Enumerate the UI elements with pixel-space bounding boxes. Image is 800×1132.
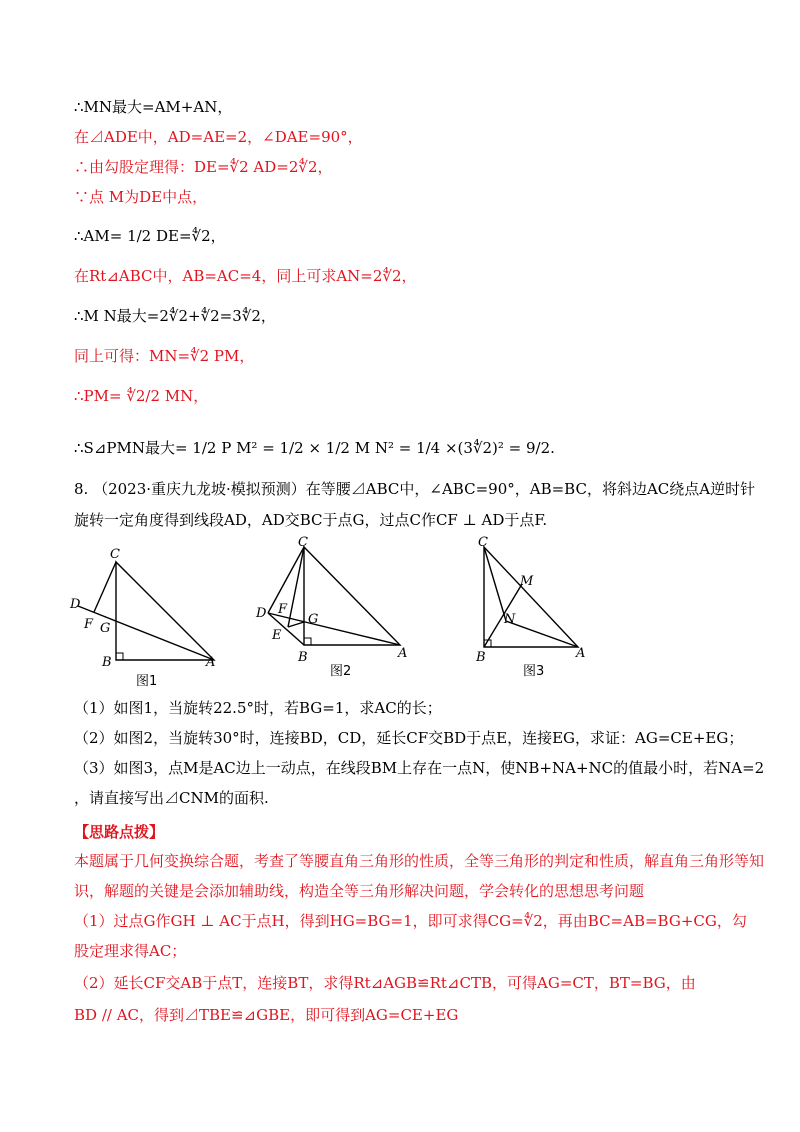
analysis-line-2: 识，解题的关键是会添加辅助线，构造全等三角形解决问题，学会转化的思想思考问题: [74, 882, 645, 900]
fig2-label-e: E: [272, 628, 282, 643]
fig2-label-a: A: [398, 646, 408, 661]
solution-line-5: ∴AM= 1/2 DE=∜2，: [74, 227, 226, 245]
analysis-header: 【思路点拨】: [74, 823, 165, 841]
solution-line-3: ∴由勾股定理得：DE=∜2 AD=2∜2，: [74, 158, 333, 176]
fig3-label-a: A: [576, 646, 586, 661]
fig1-label-f: F: [84, 617, 94, 632]
figure-1-caption: 图1: [136, 674, 158, 689]
fig2-label-b: B: [298, 650, 308, 665]
analysis-line-5: （2）延长CF交AB于点T，连接BT，求得Rt⊿AGB≌Rt⊿CTB，可得AG=CT，BT=BG，由: [74, 974, 696, 992]
question-1: （1）如图1，当旋转22.5°时，若BG=1，求AC的长；: [74, 699, 442, 717]
problem-line-1: 8. （2023·重庆九龙坡·模拟预测）在等腰⊿ABC中，∠ABC=90°，AB=BC，将斜边AC绕点A逆时针: [74, 480, 756, 498]
fig3-label-c: C: [478, 535, 488, 550]
fig1-label-g: G: [100, 621, 111, 636]
fig1-label-a: A: [206, 655, 216, 670]
fig3-label-n: N: [504, 612, 516, 627]
figure-2: [252, 535, 412, 670]
fig2-label-c: C: [298, 535, 308, 550]
solution-line-9: ∴PM= ∜2/2 MN，: [74, 387, 209, 405]
figure-2-caption: 图2: [330, 664, 352, 679]
question-2: （2）如图2，当旋转30°时，连接BD，CD，延长CF交BD于点E，连接EG，求证：AG=CE+EG；: [74, 729, 744, 747]
solution-line-1: ∴MN最大=AM+AN，: [74, 98, 233, 116]
fig1-label-d: D: [70, 597, 81, 612]
question-3: （3）如图3，点M是AC边上一动点，在线段BM上存在一点N，使NB+NA+NC的值最小时，若NA=2: [74, 759, 765, 777]
solution-line-10: ∴S⊿PMN最大= 1/2 P M² = 1/2 × 1/2 M N² = 1/4 ×(3∜2)² = 9/2.: [74, 439, 555, 457]
solution-line-7: ∴M N最大=2∜2+∜2=3∜2，: [74, 307, 276, 325]
figure-3-caption: 图3: [523, 664, 545, 679]
figure-1: [66, 540, 226, 680]
fig2-label-f: F: [278, 602, 288, 617]
fig1-label-b: B: [102, 655, 112, 670]
fig1-label-c: C: [110, 547, 120, 562]
fig3-label-m: M: [520, 574, 534, 589]
solution-line-6: 在Rt⊿ABC中，AB=AC=4，同上可求AN=2∜2，: [74, 267, 417, 285]
fig2-label-d: D: [256, 606, 267, 621]
fig3-label-b: B: [476, 650, 486, 665]
solution-line-4: ∵点 M为DE中点，: [74, 188, 208, 206]
problem-line-2: 旋转一定角度得到线段AD，AD交BC于点G，过点C作CF ⊥ AD于点F.: [74, 511, 548, 529]
fig2-label-g: G: [308, 612, 319, 627]
analysis-line-6: BD // AC，得到⊿TBE≌⊿GBE，即可得到AG=CE+EG: [74, 1006, 459, 1024]
analysis-line-4: 股定理求得AC；: [74, 942, 187, 960]
solution-line-2: 在⊿ADE中，AD=AE=2，∠DAE=90°，: [74, 128, 363, 146]
question-3-cont: ，请直接写出⊿CNM的面积.: [74, 789, 269, 807]
solution-line-8: 同上可得：MN=∜2 PM，: [74, 347, 255, 365]
analysis-line-3: （1）过点G作GH ⊥ AC于点H，得到HG=BG=1，即可求得CG=∜2，再由BC=AB=BG+CG，勾: [74, 912, 747, 930]
analysis-line-1: 本题属于几何变换综合题，考查了等腰直角三角形的性质，全等三角形的判定和性质，解直角三角形等知: [74, 852, 765, 870]
figure-3: [470, 535, 590, 665]
